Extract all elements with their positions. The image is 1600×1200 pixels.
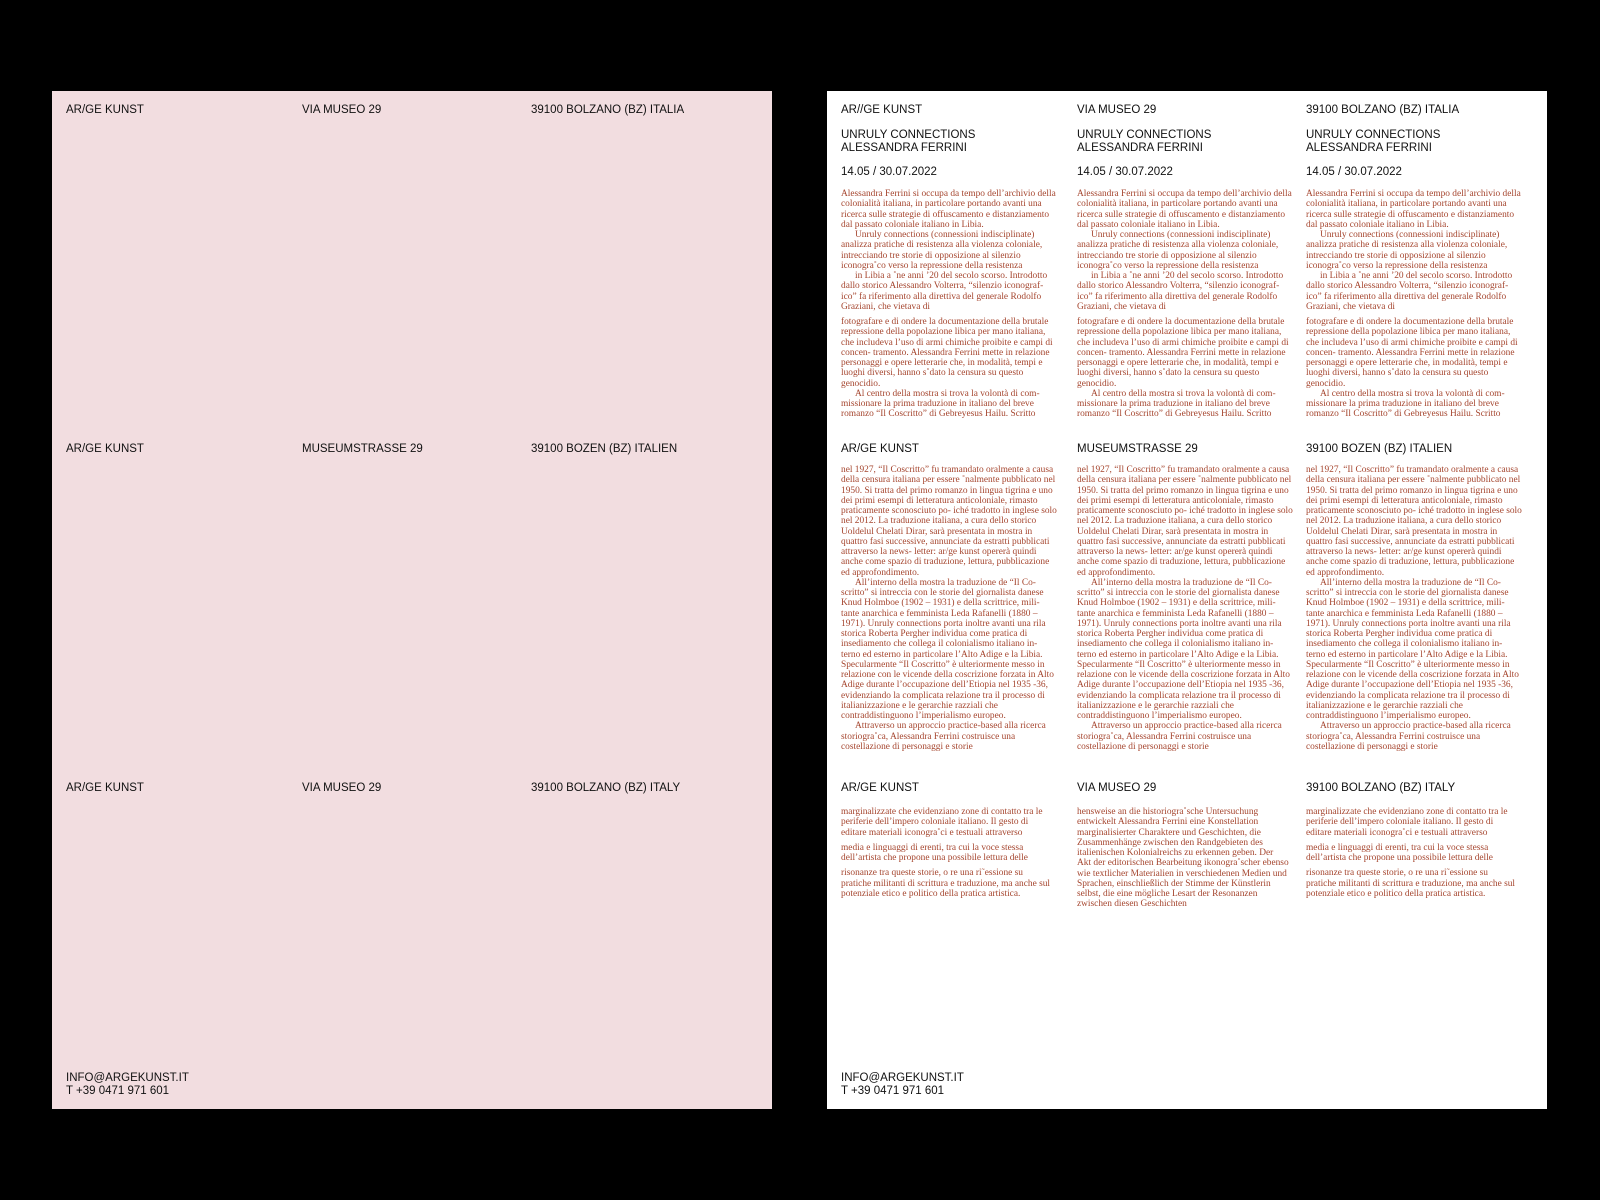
pink-city-3: 39100 BOLZANO (BZ) ITALY [531,782,681,794]
paragraph: Al centro della mostra si trova la volontà di com- missionare la prima traduzione in italiano del breve romanzo “Il Coscritto” di Gebreyesus Hailu. Scritto [1077,388,1276,420]
paragraph: marginalizzate che evidenziano zone di contatto tra le periferie dell’impero coloniale italiano. Il gesto di editare materiali iconogra˚ci e testuali attraverso [841,807,1043,838]
white-city-3: 39100 BOLZANO (BZ) ITALY [1306,782,1456,794]
exhibition-title-line1: UNRULY CONNECTIONS [1077,129,1212,141]
italian-text-block-a-col1 [841,189,1057,431]
paragraph: media e linguaggi di erenti, tra cui la voce stessa dell’artista che propone una possibile lettura delle [841,842,1028,863]
exhibition-dates-col3: 14.05 / 30.07.2022 [1306,166,1402,178]
white-address-3: VIA MUSEO 29 [1077,782,1157,794]
paragraph: fotografare e di ondere la documentazione della brutale repressione della popolazione libica per mano italiana, che includeva l’uso di armi chimiche proibite e campi di concen- tramento. Alessandra Ferrini mette in relazione personaggi e opere letterarie che, in modalità, tempi e luoghi diversi, hanno s˚dato la censura su questo genocidio. [1077,317,1289,389]
paragraph: Alessandra Ferrini si occupa da tempo dell’archivio della colonialità italiana, in particolare portando avanti una ricerca sulle strategie di offuscamento e distanziamento dal passato coloniale italiano in Libia. [841,189,1056,230]
pink-footer-phone: T +39 0471 971 601 [66,1084,170,1097]
exhibition-title-line2: ALESSANDRA FERRINI [1306,141,1432,154]
pink-org-name-2: AR/GE KUNST [66,443,144,455]
white-org-name-2: AR/GE KUNST [841,443,919,455]
italian-text-block-b-col3 [1306,465,1522,775]
german-text-block-col2 [1077,807,1289,937]
paragraph: nel 1927, “Il Coscritto” fu tramandato oralmente a causa della censura italiana per essere ˚nalmente pubblicato nel 1950. Si tratta del primo romanzo in lingua tigrina e uno dei primi esempi di letteratura anticoloniale, rimasto praticamente sconosciuto po- iché tradotto in inglese solo nel 2012. La traduzione italiana, a cura dello storico Uoldelul Chelati Dirar, sarà presentata in mostra in quattro fasi successive, annunciate da estratti pubblicati attraverso la news- letter: ar/ge kunst opererà quindi anche come spazio di traduzione, lettura, pubblicazione ed approfondimento. [1077,465,1293,578]
pink-footer-contact [66,1072,189,1097]
paragraph: All’interno della mostra la traduzione de “Il Co- scritto” si intreccia con le storie del giornalista danese Knud Holmboe (1902 – 1931) e della scrittrice, mili- tante anarchica e femminista Leda Rafanelli (1880 – 1971). Unruly connections porta inoltre avanti una rila storica Roberta Pergher individua come pratica di insediamento che collega il colonialismo italiano in- terno ed esterno in particolare l’Alto Adige e la Libia. Specularmente “Il Coscritto” è ulteriormente messo in relazione con le vicende della coscrizione forzata in Alto Adige durante l’occupazione dell’Etiopia nel 1935 -36, evidenziando la complicata relazione tra il processo di italianizzazione e le gerarchie razziali che contraddistinguono l’imperialismo europeo. [1306,577,1519,721]
paragraph: Attraverso un approccio practice-based alla ricerca storiogra˚ca, Alessandra Ferrini costruisce una costellazione di personaggi e storie [841,721,1046,752]
paragraph: hensweise an die historiogra˚sche Untersuchung entwickelt Alessandra Ferrini eine Konstellation marginalisierter Charaktere und Geschichten, die Zusammenhänge zwischen den Randgebieten des italienischen Kolonialreichs zu erkennen geben. Der Akt der editorischen Bearbeitung ikonogra˚scher ebenso wie textlicher Materialien in verschiedenen Medien und Sprachen, einschließlich der Stimme der Künstlerin selbst, die eine mögliche Lesart der Resonanzen zwischen diesen Geschichten [1077,807,1289,910]
white-footer-email: INFO@ARGEKUNST.IT [841,1072,964,1084]
white-address-2: MUSEUMSTRASSE 29 [1077,443,1198,455]
pink-org-name-1: AR/GE KUNST [66,104,144,116]
italian-text-block-c-col1 [841,807,1053,937]
white-footer-contact [841,1072,964,1097]
paragraph: marginalizzate che evidenziano zone di contatto tra le periferie dell’impero coloniale italiano. Il gesto di editare materiali iconogra˚ci e testuali attraverso [1306,807,1508,838]
exhibition-title-line1: UNRULY CONNECTIONS [841,129,976,141]
pink-poster-sheet [52,91,772,1109]
paragraph: Unruly connections (connessioni indisciplinate) analizza pratiche di resistenza alla violenza coloniale, intrecciando tre storie di opposizione al silenzio iconogra˚co verso la repressione della resistenza [1306,230,1508,271]
paragraph: All’interno della mostra la traduzione de “Il Co- scritto” si intreccia con le storie del giornalista danese Knud Holmboe (1902 – 1931) e della scrittrice, mili- tante anarchica e femminista Leda Rafanelli (1880 – 1971). Unruly connections porta inoltre avanti una rila storica Roberta Pergher individua come pratica di insediamento che collega il colonialismo italiano in- terno ed esterno in particolare l’Alto Adige e la Libia. Specularmente “Il Coscritto” è ulteriormente messo in relazione con le vicende della coscrizione forzata in Alto Adige durante l’occupazione dell’Etiopia nel 1935 -36, evidenziando la complicata relazione tra il processo di italianizzazione e le gerarchie razziali che contraddistinguono l’imperialismo europeo. [841,577,1054,721]
paragraph: Attraverso un approccio practice-based alla ricerca storiogra˚ca, Alessandra Ferrini costruisce una costellazione di personaggi e storie [1306,721,1511,752]
paragraph: Unruly connections (connessioni indisciplinate) analizza pratiche di resistenza alla violenza coloniale, intrecciando tre storie di opposizione al silenzio iconogra˚co verso la repressione della resistenza [841,230,1043,271]
white-address-1: VIA MUSEO 29 [1077,104,1157,116]
paragraph: in Libia a ˚ne anni ’20 del secolo scorso. Introdotto dallo storico Alessandro Volterra, “silenzio iconograf- ico” fa riferimento alla direttiva del generale Rodolfo Graziani, che vietava di [1306,271,1513,312]
exhibition-dates-col2: 14.05 / 30.07.2022 [1077,166,1173,178]
pink-address-2: MUSEUMSTRASSE 29 [302,443,423,455]
paragraph: risonanze tra queste storie, o re una ri˜essione su pratiche militanti di scrittura e traduzione, ma anche sul potenziale etico e politico della pratica artistica. [1306,868,1516,899]
paragraph: Unruly connections (connessioni indisciplinate) analizza pratiche di resistenza alla violenza coloniale, intrecciando tre storie di opposizione al silenzio iconogra˚co verso la repressione della resistenza [1077,230,1279,271]
italian-text-block-b-col2 [1077,465,1293,775]
paragraph: nel 1927, “Il Coscritto” fu tramandato oralmente a causa della censura italiana per essere ˚nalmente pubblicato nel 1950. Si tratta del primo romanzo in lingua tigrina e uno dei primi esempi di letteratura anticoloniale, rimasto praticamente sconosciuto po- iché tradotto in inglese solo nel 2012. La traduzione italiana, a cura dello storico Uoldelul Chelati Dirar, sarà presentata in mostra in quattro fasi successive, annunciate da estratti pubblicati attraverso la news- letter: ar/ge kunst opererà quindi anche come spazio di traduzione, lettura, pubblicazione ed approfondimento. [1306,465,1522,578]
white-footer-phone: T +39 0471 971 601 [841,1084,945,1097]
paragraph: Attraverso un approccio practice-based alla ricerca storiogra˚ca, Alessandra Ferrini costruisce una costellazione di personaggi e storie [1077,721,1282,752]
paragraph: nel 1927, “Il Coscritto” fu tramandato oralmente a causa della censura italiana per essere ˚nalmente pubblicato nel 1950. Si tratta del primo romanzo in lingua tigrina e uno dei primi esempi di letteratura anticoloniale, rimasto praticamente sconosciuto po- iché tradotto in inglese solo nel 2012. La traduzione italiana, a cura dello storico Uoldelul Chelati Dirar, sarà presentata in mostra in quattro fasi successive, annunciate da estratti pubblicati attraverso la news- letter: ar/ge kunst opererà quindi anche come spazio di traduzione, lettura, pubblicazione ed approfondimento. [841,465,1057,578]
pink-city-2: 39100 BOZEN (BZ) ITALIEN [531,443,678,455]
paragraph: All’interno della mostra la traduzione de “Il Co- scritto” si intreccia con le storie del giornalista danese Knud Holmboe (1902 – 1931) e della scrittrice, mili- tante anarchica e femminista Leda Rafanelli (1880 – 1971). Unruly connections porta inoltre avanti una rila storica Roberta Pergher individua come pratica di insediamento che collega il colonialismo italiano in- terno ed esterno in particolare l’Alto Adige e la Libia. Specularmente “Il Coscritto” è ulteriormente messo in relazione con le vicende della coscrizione forzata in Alto Adige durante l’occupazione dell’Etiopia nel 1935 -36, evidenziando la complicata relazione tra il processo di italianizzazione e le gerarchie razziali che contraddistinguono l’imperialismo europeo. [1077,577,1290,721]
pink-city-1: 39100 BOLZANO (BZ) ITALIA [531,104,685,116]
white-org-name-3: AR/GE KUNST [841,782,919,794]
exhibition-title-line1: UNRULY CONNECTIONS [1306,129,1441,141]
paragraph: fotografare e di ondere la documentazione della brutale repressione della popolazione libica per mano italiana, che includeva l’uso di armi chimiche proibite e campi di concen- tramento. Alessandra Ferrini mette in relazione personaggi e opere letterarie che, in modalità, tempi e luoghi diversi, hanno s˚dato la censura su questo genocidio. [841,317,1053,389]
paragraph: in Libia a ˚ne anni ’20 del secolo scorso. Introdotto dallo storico Alessandro Volterra, “silenzio iconograf- ico” fa riferimento alla direttiva del generale Rodolfo Graziani, che vietava di [841,271,1048,312]
paragraph: Alessandra Ferrini si occupa da tempo dell’archivio della colonialità italiana, in particolare portando avanti una ricerca sulle strategie di offuscamento e distanziamento dal passato coloniale italiano in Libia. [1306,189,1521,230]
exhibition-title-line2: ALESSANDRA FERRINI [841,141,967,154]
exhibition-dates-col1: 14.05 / 30.07.2022 [841,166,937,178]
exhibition-title-col3 [1306,129,1440,154]
white-city-1: 39100 BOLZANO (BZ) ITALIA [1306,104,1460,116]
pink-org-name-3: AR/GE KUNST [66,782,144,794]
paragraph: fotografare e di ondere la documentazione della brutale repressione della popolazione libica per mano italiana, che includeva l’uso di armi chimiche proibite e campi di concen- tramento. Alessandra Ferrini mette in relazione personaggi e opere letterarie che, in modalità, tempi e luoghi diversi, hanno s˚dato la censura su questo genocidio. [1306,317,1518,389]
exhibition-title-col1 [841,129,975,154]
pink-address-1: VIA MUSEO 29 [302,104,382,116]
pink-address-3: VIA MUSEO 29 [302,782,382,794]
white-poster-sheet [827,91,1547,1109]
paragraph: risonanze tra queste storie, o re una ri˜essione su pratiche militanti di scrittura e traduzione, ma anche sul potenziale etico e politico della pratica artistica. [841,868,1051,899]
italian-text-block-a-col2 [1077,189,1293,431]
white-org-name-1: AR//GE KUNST [841,104,923,116]
italian-text-block-b-col1 [841,465,1057,775]
paragraph: Alessandra Ferrini si occupa da tempo dell’archivio della colonialità italiana, in particolare portando avanti una ricerca sulle strategie di offuscamento e distanziamento dal passato coloniale italiano in Libia. [1077,189,1292,230]
paragraph: in Libia a ˚ne anni ’20 del secolo scorso. Introdotto dallo storico Alessandro Volterra, “silenzio iconograf- ico” fa riferimento alla direttiva del generale Rodolfo Graziani, che vietava di [1077,271,1284,312]
italian-text-block-a-col3 [1306,189,1522,431]
exhibition-title-line2: ALESSANDRA FERRINI [1077,141,1203,154]
pink-footer-email: INFO@ARGEKUNST.IT [66,1072,189,1084]
paragraph: Al centro della mostra si trova la volontà di com- missionare la prima traduzione in italiano del breve romanzo “Il Coscritto” di Gebreyesus Hailu. Scritto [1306,388,1505,420]
italian-text-block-c-col3 [1306,807,1518,937]
exhibition-title-col2 [1077,129,1211,154]
white-city-2: 39100 BOZEN (BZ) ITALIEN [1306,443,1453,455]
paragraph: media e linguaggi di erenti, tra cui la voce stessa dell’artista che propone una possibile lettura delle [1306,842,1493,863]
paragraph: Al centro della mostra si trova la volontà di com- missionare la prima traduzione in italiano del breve romanzo “Il Coscritto” di Gebreyesus Hailu. Scritto [841,388,1040,420]
